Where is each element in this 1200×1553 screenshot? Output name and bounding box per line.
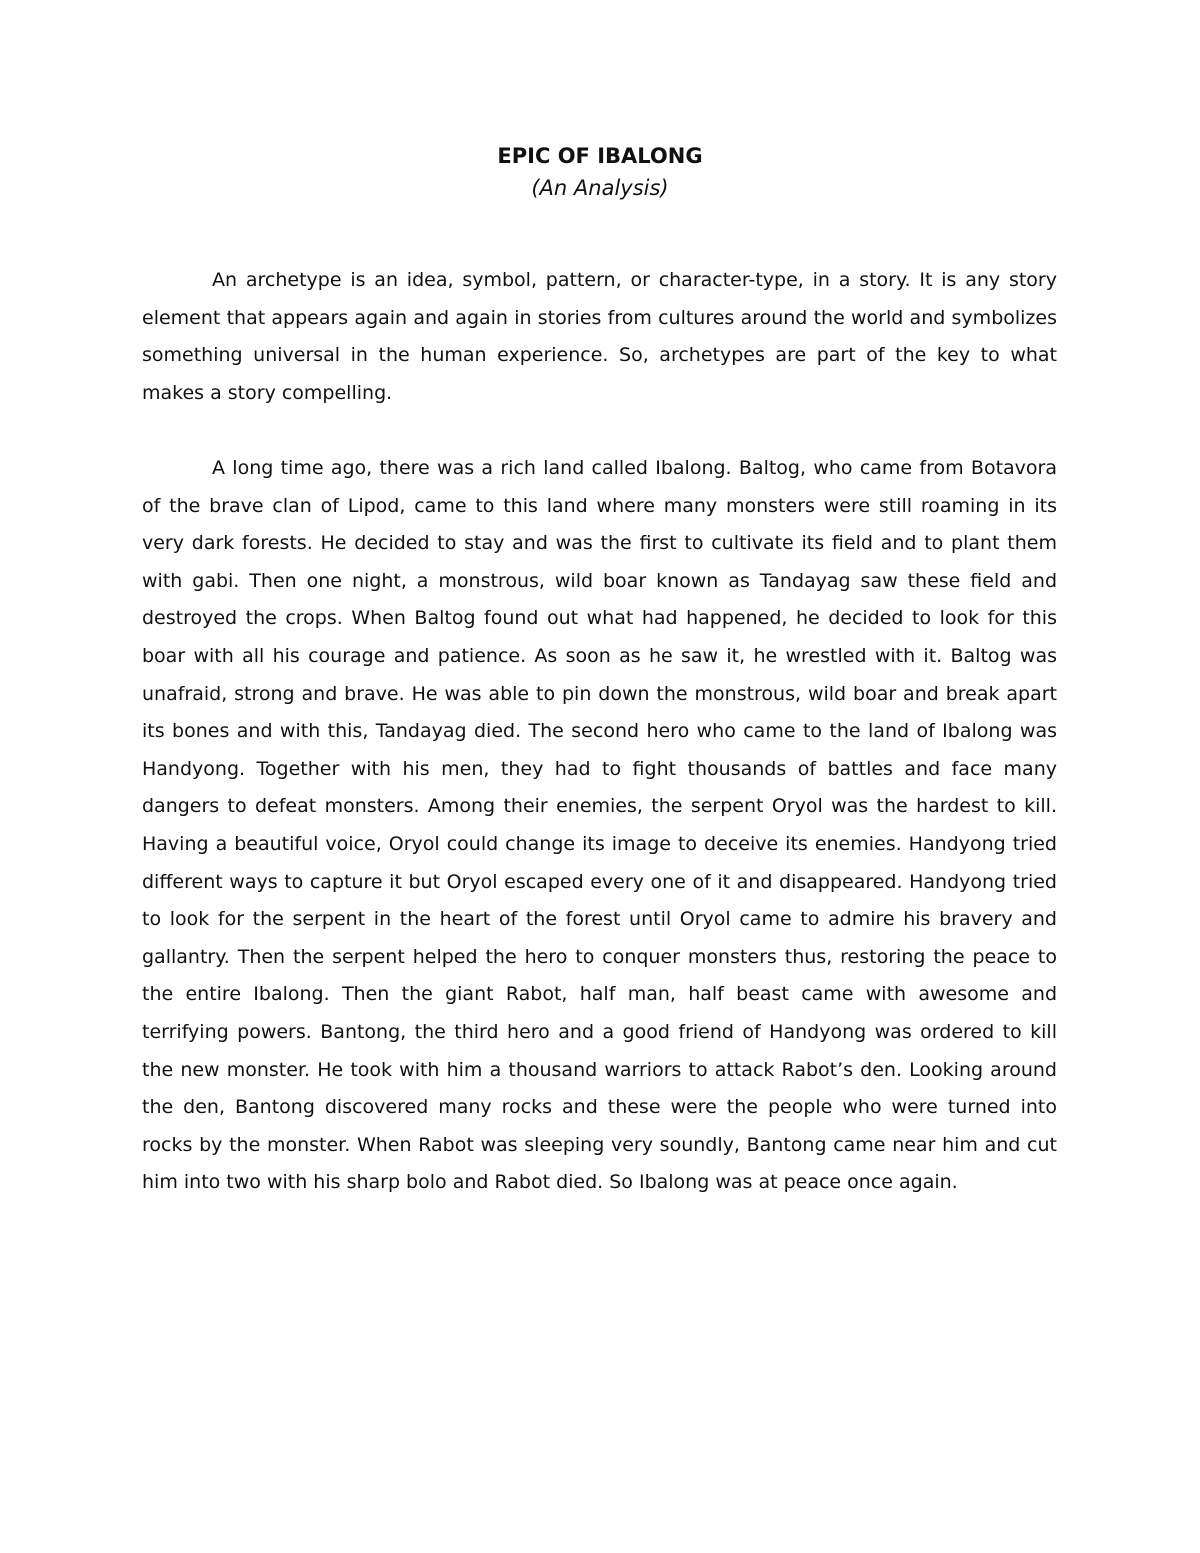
document-subtitle: (An Analysis) (531, 176, 669, 200)
document-title: EPIC OF IBALONG (497, 144, 703, 168)
paragraph-ibalong-story: A long time ago, there was a rich land called Ibalong. Baltog, who came from Botavora of the brave clan of Lipod, came to this land where many monsters were still roaming in its very dark forests. He decided to stay and was the first to cultivate its field and to plant them with gabi. Then one night, a monstrous, wild boar known as Tandayag saw these field and destroyed the crops. When Baltog found out what had happened, he decided to look for this boar with all his courage and patience. As soon as he saw it, he wrestled with it. Baltog was unafraid, strong and brave. He was able to pin down the monstrous, wild boar and break apart its bones and with this, Tandayag died. The second hero who came to the land of Ibalong was Handyong. Together with his men, they had to fight thousands of battles and face many dangers to defeat monsters. Among their enemies, the serpent Oryol was the hardest to kill. Having a beautiful voice, Oryol could change its image to deceive its enemies. Handyong tried different ways to capture it but Oryol escaped every one of it and disappeared. Handyong tried to look for the serpent in the heart of the forest until Oryol came to admire his bravery and gallantry. Then the serpent helped the hero to conquer monsters thus, restoring the peace to the entire Ibalong. Then the giant Rabot, half man, half beast came with awesome and terrifying powers. Bantong, the third hero and a good friend of Handyong was ordered to kill the new monster. He took with him a thousand warriors to attack Rabot’s den. Looking around the den, Bantong discovered many rocks and these were the people who were turned into rocks by the monster. When Rabot was sleeping very soundly, Bantong came near him and cut him into two with his sharp bolo and Rabot died. So Ibalong was at peace once again. (142, 457, 1057, 1194)
paragraph-archetype-definition: An archetype is an idea, symbol, pattern, or character-type, in a story. It is any story element that appears again and again in stories from cultures around the world and symbolizes something universal in the human experience. So, archetypes are part of the key to what makes a story compelling. (142, 269, 1057, 404)
